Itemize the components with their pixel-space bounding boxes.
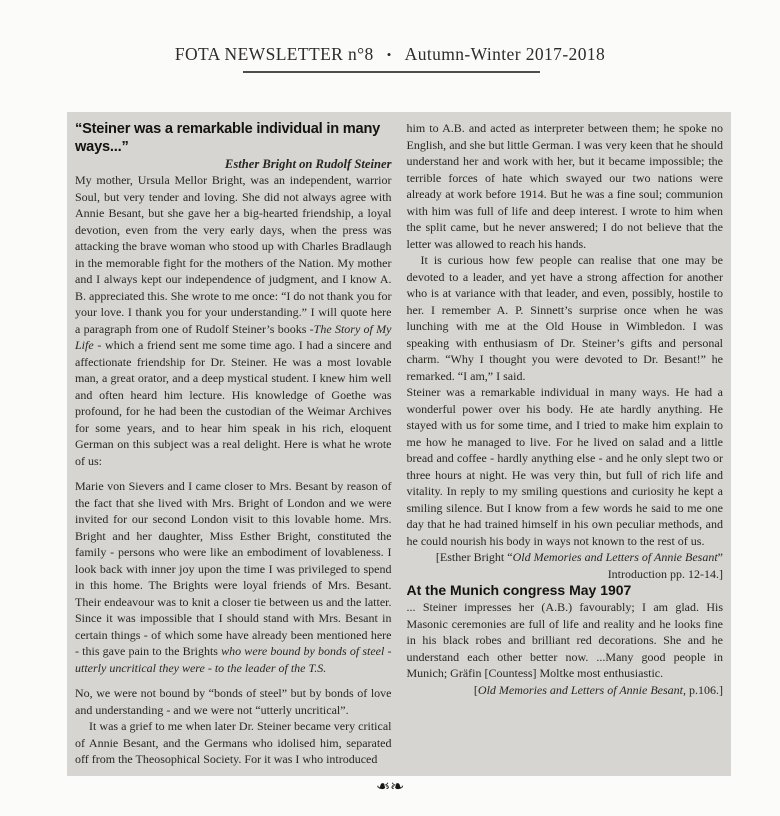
right-column bbox=[407, 120, 724, 768]
citation-page-106: [Old Memories and Letters of Annie Besant, p.106.] bbox=[473, 682, 723, 697]
citation-introduction-pages: Introduction pp. 12-14.] bbox=[607, 566, 723, 581]
scanned-sheet bbox=[67, 112, 731, 776]
fleuron-left-icon: ❧ bbox=[375, 777, 390, 797]
article-heading: “Steiner was a remarkable individual in many ways...” bbox=[75, 121, 381, 155]
fleuron-right-icon: ❧ bbox=[390, 777, 405, 797]
masthead-title: FOTA NEWSLETTER n°8 bbox=[174, 44, 374, 64]
paragraph-interpreter: him to A.B. and acted as interpreter between them; he spoke no English, and she but little German. I was very keen that he should understand her and work with her, but it became impossible; the terrible forces of hate which swayed our two nations were already at work before 1914. But he was a fine soul; communion with him was full of life and deep interest. I wrote to him when the split came, but he never answered; I do not believe that the letter was allowed to reach his hands. bbox=[406, 121, 723, 251]
citation-old-memories: [Esther Bright “Old Memories and Letters of Annie Besant” bbox=[435, 550, 723, 564]
munich-congress-heading: At the Munich congress May 1907 bbox=[406, 582, 632, 598]
bullet-separator: • bbox=[386, 47, 392, 62]
paragraph-remarkable: Steiner was a remarkable individual in many ways. He had a wonderful power over his body. He ate hardly anything. He stayed with us for some time, and I tried to make him explain to me how he managed to live. For he lived on salad and a little bread and coffee - hardly anything else - and he only slept two or three hours at night. He was very thin, but full of rich life and vitality. In reply to my smiling questions and curiosity he kept a smiling silence. But I know from a few words he said to me one day that he had trained himself in his own peculiar methods, and he could nourish his body in ways not known to the rest of us. bbox=[406, 385, 723, 548]
left-column bbox=[75, 120, 392, 768]
paragraph-munich: ... Steiner impresses her (A.B.) favourably; I am glad. His Masonic ceremonies are full of life and reality and he looks fine in his black robes and brilliant red decorations. She and he understand each other better now. ...Many good people in Munich; Gräfin [Countess] Moltke most enthusiastic. bbox=[406, 600, 723, 680]
paragraph-my-mother: My mother, Ursula Mellor Bright, was an independent, warrior Soul, but very tender and loving. She did not always agree with Annie Besant, but she gave her a big-hearted friendship, a loyal devotion, even from the very early days, when the press was attacking the brave woman who stood up with Charles Bradlaugh in the memorable fight for the mothers of the Nation. My mother and I always kept our independence of judgment, and I know A. B. appreciated this. She wrote to me once: “I do not thank you for your love. I thank you for your understanding.” I will quote here a paragraph from one of Rudolf Steiner’s books -The Story of My Life - which a friend sent me some time ago. I had a sincere and affectionate friendship for Dr. Steiner. He was a most lovable man, a great orator, and a deep mystical student. I knew him well and often heard him lecture. His knowledge of Goethe was profound, for he had been the custodian of the Weimar Archives for some years, and to hear him speak in his rich, eloquent German on this subject was a real delight. Here is what he wrote of us: bbox=[75, 173, 392, 468]
article-byline: Esther Bright on Rudolf Steiner bbox=[224, 157, 392, 171]
paragraph-curious: It is curious how few people can realise that one may be devoted to a leader, and yet have a strong affection for another who is at variance with that leader, and even, possibly, hostile to her. I remember A. P. Sinnett’s surprise once when he was lunching with me at the Old House in Wimbledon. I was speaking with enthusiasm of Dr. Steiner’s gifts and personal charm. “Why I thought you were devoted to Dr. Besant!” he remarked. “I am,” I said. bbox=[406, 253, 723, 383]
masthead-underline bbox=[243, 71, 540, 73]
fleuron-ornament bbox=[0, 777, 780, 797]
paragraph-bonds-of-steel: No, we were not bound by “bonds of steel” but by bonds of love and understanding - and we were not “utterly uncritical”. bbox=[75, 686, 392, 717]
masthead-season: Autumn-Winter 2017-2018 bbox=[404, 44, 606, 64]
masthead bbox=[0, 44, 780, 65]
paragraph-steiner-quote: Marie von Sievers and I came closer to Mrs. Besant by reason of the fact that she lived with Mrs. Bright of London and we were invited for our second London visit to this lovable home. Mrs. Bright and her daughter, Miss Esther Bright, constituted the family - persons who were like an embodiment of lovableness. I look back with inner joy upon the time I was privileged to spend in this home. The Brights were loyal friends of Mrs. Besant. Their endeavour was to knit a closer tie between us and the latter. Since it was impossible that I should stand with Mrs. Besant in certain things - of which some have already been mentioned here - this gave pain to the Brights who were bound by bonds of steel - utterly uncritical they were - to the leader of the T.S. bbox=[75, 479, 392, 675]
paragraph-grief: It was a grief to me when later Dr. Steiner became very critical of Annie Besant, and the Germans who idolised him, separated off from the Theosophical Society. For it was I who introduced bbox=[75, 719, 392, 766]
